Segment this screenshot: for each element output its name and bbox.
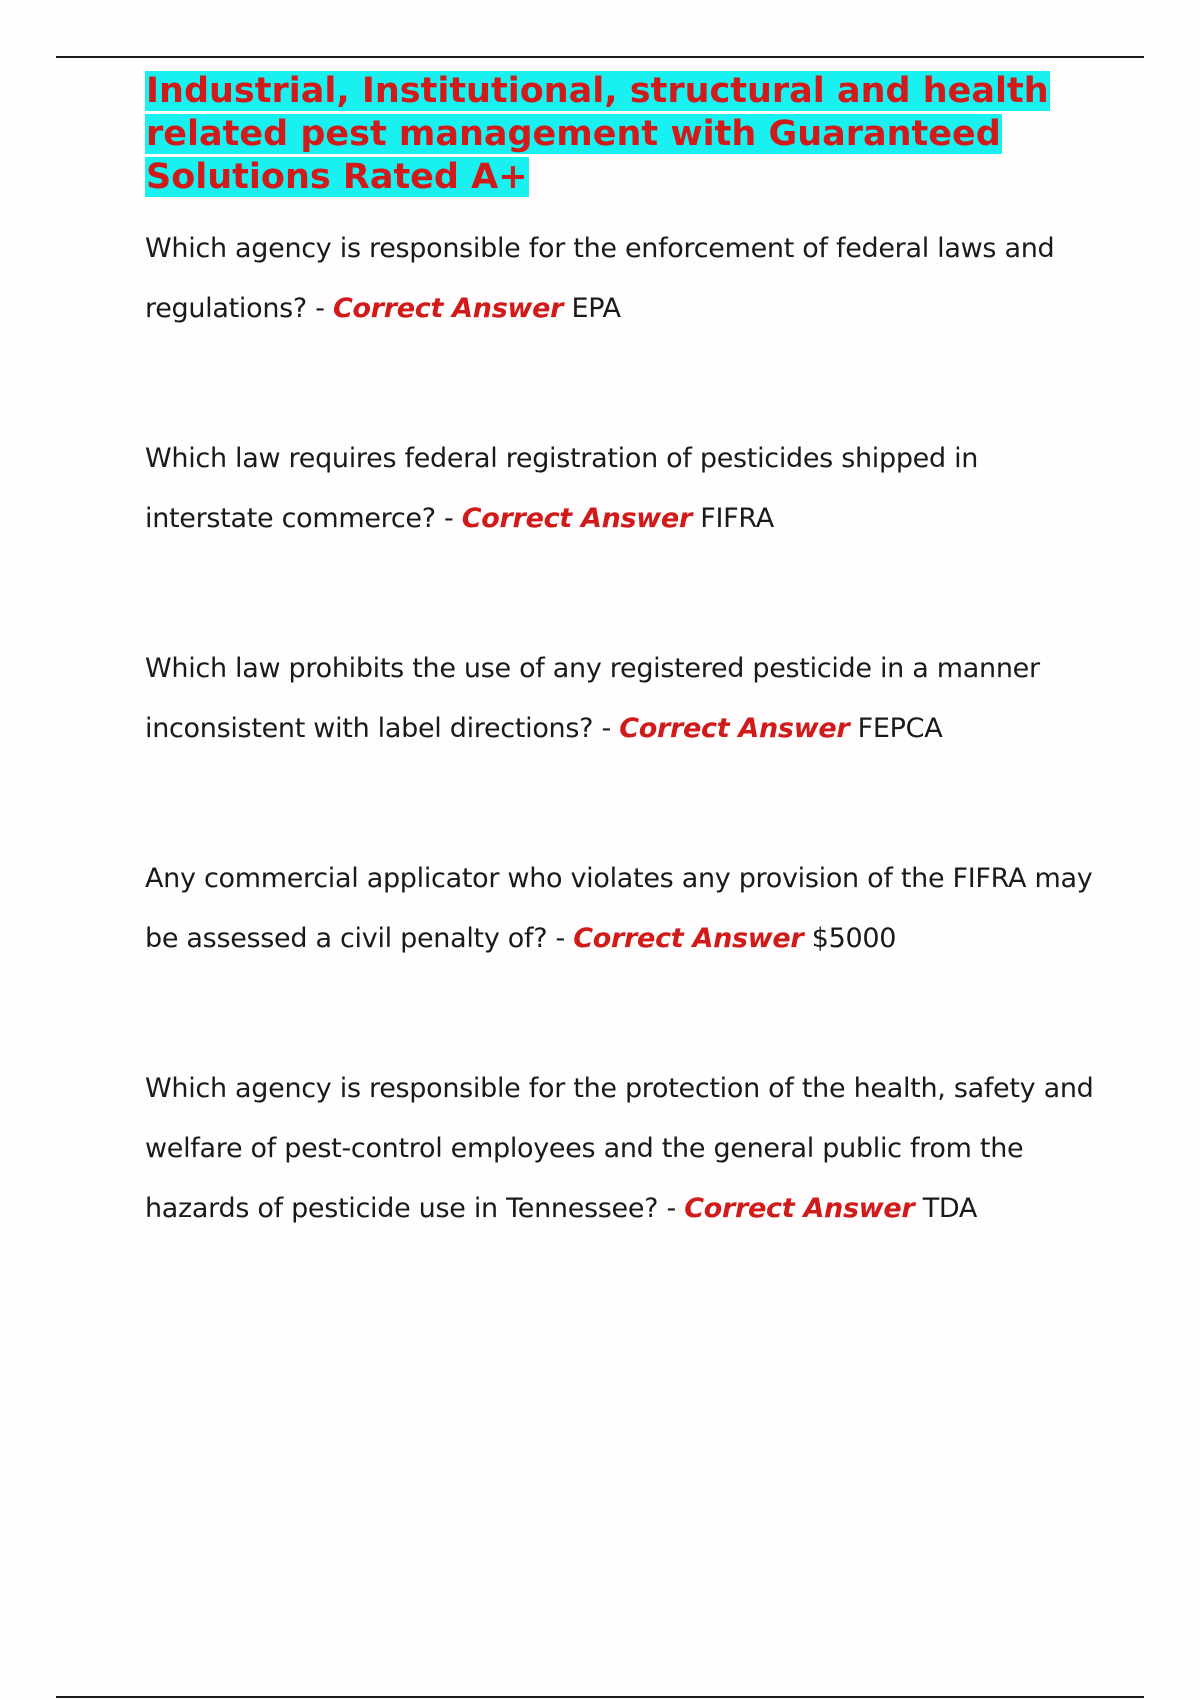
- correct-answer-label: Correct Answer: [332, 293, 564, 324]
- separator: -: [658, 1193, 685, 1224]
- qa-item: [145, 639, 1095, 759]
- qa-list: [145, 219, 1095, 1239]
- qa-item: [145, 1059, 1095, 1239]
- question-text: Which agency is responsible for the protection of the health, safety and welfare of pest-control employees and the general public from the hazards of pesticide use in Tennessee?: [145, 1073, 1094, 1224]
- answer-text: FIFRA: [700, 503, 774, 534]
- answer-text: $5000: [811, 923, 897, 954]
- separator: -: [435, 503, 462, 534]
- document-content: [145, 70, 1095, 1329]
- correct-answer-label: Correct Answer: [461, 503, 692, 534]
- document-title: [145, 70, 1095, 199]
- qa-item: [145, 849, 1095, 969]
- separator: -: [593, 713, 620, 744]
- correct-answer-label: Correct Answer: [619, 713, 850, 744]
- separator: -: [306, 293, 333, 324]
- qa-item: [145, 219, 1095, 339]
- bottom-rule: [56, 1696, 1144, 1698]
- question-text: Which agency is responsible for the enforcement of federal laws and regulations?: [145, 233, 1055, 324]
- question-text: Any commercial applicator who violates any provision of the FIFRA may be assessed a civil penalty of?: [145, 863, 1093, 954]
- answer-text: EPA: [571, 293, 621, 324]
- question-text: Which law prohibits the use of any registered pesticide in a manner inconsistent with label directions?: [145, 653, 1040, 744]
- question-text: Which law requires federal registration of pesticides shipped in interstate commerce?: [145, 443, 979, 534]
- answer-text: FEPCA: [857, 713, 943, 744]
- separator: -: [547, 923, 574, 954]
- qa-item: [145, 429, 1095, 549]
- correct-answer-label: Correct Answer: [684, 1193, 915, 1224]
- top-rule: [56, 56, 1144, 58]
- document-title-text: Industrial, Institutional, structural and health related pest management with Guaranteed Solutions Rated A+: [146, 71, 1049, 197]
- answer-text: TDA: [922, 1193, 978, 1224]
- correct-answer-label: Correct Answer: [573, 923, 804, 954]
